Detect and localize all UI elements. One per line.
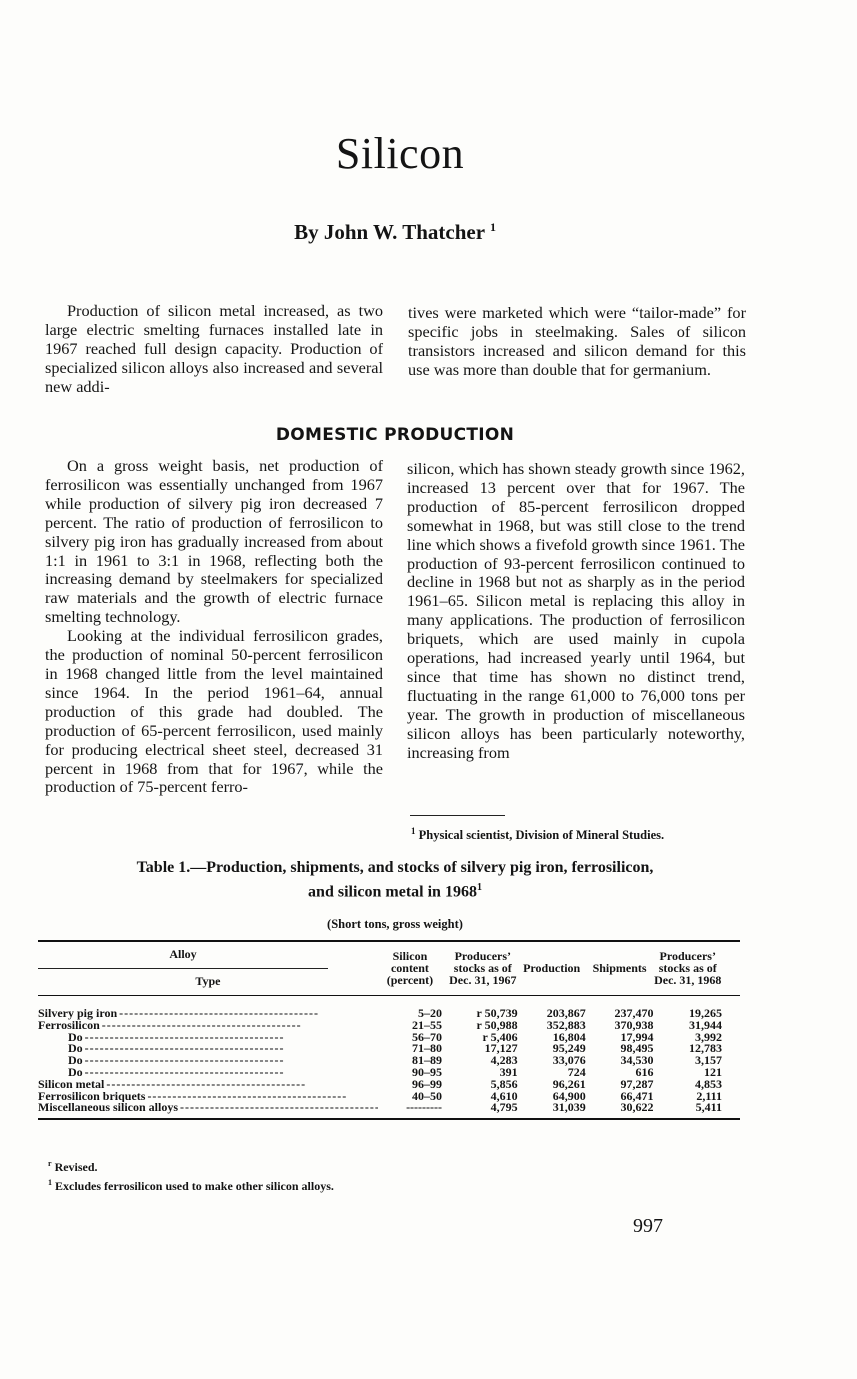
header-stocks-1968: Producers’ stocks as of Dec. 31, 1968 [654,948,722,987]
page-title: Silicon [335,129,465,178]
row-type: Do - - - [38,1043,378,1055]
row-stocks-1968: 3,157 [695,1053,722,1068]
row-silicon: 90–95 [412,1064,443,1079]
row-production: 203,867 [546,1006,586,1020]
row-shipments: 30,622 [620,1100,654,1115]
row-stocks-1968: 12,783 [689,1041,722,1056]
header-alloy-type [38,942,378,996]
row-stocks-1968: 2,111 [696,1088,722,1103]
row-type: Do - - - [38,1067,378,1079]
row-silicon: --------- [406,1100,443,1115]
row-stocks-1967: 4,610 [490,1088,518,1103]
intro-paragraph-continued: tives were marketed which were “tailor-made” for specific jobs in steelmaking. Sales of silicon transistors increased and silicon demand for this use was more than double that for germanium. [408,303,746,379]
row-stocks-1968: 19,265 [689,1006,722,1020]
section-heading: DOMESTIC PRODUCTION [275,425,515,445]
row-stocks-1968: 3,992 [695,1029,722,1044]
header-silicon-content: Silicon content (percent) [386,948,434,987]
domestic-right-column [407,460,745,763]
header-stocks-1967: Producers’ stocks as of Dec. 31, 1967 [449,948,517,987]
row-type: Silvery pig iron - - - [38,1008,378,1020]
row-shipments: 17,994 [620,1029,654,1044]
table-footnotes [48,1156,334,1194]
row-stocks-1967: r 50,988 [476,1017,518,1032]
row-type: Ferrosilicon - - - [38,1020,378,1032]
row-production: 724 [567,1064,586,1079]
domestic-paragraph-2: Looking at the individual ferrosilicon grades, the production of nominal 50-percent ferrosilicon in 1968 changed little from the level maintained since 1964. In the period 1961–64, annual production of this grade had doubled. The production of 65-percent ferrosilicon, used mainly for producing electrical sheet steel, decreased 31 percent in 1968 from that for 1967, while the production of 75-percent ferro- [45,626,383,797]
row-stocks-1967: 17,127 [484,1041,518,1056]
author-footnote-mark: 1 [411,826,416,836]
row-silicon: 81–89 [412,1053,443,1068]
header-production: Production [523,960,581,975]
row-stocks-1968: 31,944 [689,1017,722,1032]
author-name: By John W. Thatcher [294,220,485,244]
row-silicon: 21–55 [412,1017,443,1032]
row-shipments: 97,287 [620,1076,654,1091]
author-footnote-text: Physical scientist, Division of Mineral Studies. [418,828,665,843]
row-stocks-1968: 121 [704,1064,722,1079]
row-stocks-1967: 391 [499,1064,518,1079]
table-footnote: $^1$ Excludes ferrosilicon used to make other silicon alloys. [48,1178,334,1193]
row-stocks-1967: r 50,739 [476,1006,518,1020]
row-stocks-1967: r 5,406 [482,1029,518,1044]
row-shipments: 98,495 [620,1041,654,1056]
row-type: Silicon metal - - - [38,1079,378,1091]
row-shipments: 370,938 [614,1017,654,1032]
row-stocks-1967: 5,856 [490,1076,518,1091]
header-type: Type [195,974,221,988]
intro-left-column [45,302,383,397]
table-row [38,1102,740,1114]
table-title-line-2: and silicon metal in 1968$^1$ [308,882,482,901]
production-table [38,940,740,1120]
row-shipments: 66,471 [620,1088,654,1103]
table-unit-note: (Short tons, gross weight) [327,917,463,931]
author-footnote [411,826,664,843]
row-stocks-1967: 4,795 [490,1100,518,1115]
row-production: 33,076 [552,1053,586,1068]
row-silicon: 71–80 [412,1041,443,1056]
header-shipments: Shipments [592,960,647,975]
footnote-divider [410,815,505,816]
row-production: 31,039 [552,1100,586,1115]
row-production: 64,900 [552,1088,586,1103]
page-number: 997 [633,1215,663,1237]
domestic-paragraph-continued: silicon, which has shown steady growth since 1962, increased 13 percent over that for 1967. The production of 85-percent ferrosilicon dropped somewhat in 1968, but was still close to the trend line which shows a fivefold growth since 1961. The production of 93-percent ferrosilicon continued to decline in 1968 but not as sharply as in the period 1961–65. Silicon metal is replacing this alloy in many applications. The production of ferrosilicon briquets, which are used mainly in cupola operations, had increased yearly until 1964, but since that time has shown no distinct trend, fluctuating in the range 61,000 to 76,000 tons per year. The growth in production of miscellaneous silicon alloys has been particularly noteworthy, increasing from [407,459,745,762]
intro-right-column [408,304,746,380]
row-shipments: 237,470 [614,1006,654,1020]
row-silicon: 56–70 [412,1029,443,1044]
table-footnote: $^r$ Revised. [48,1159,98,1174]
row-production: 16,804 [552,1029,586,1044]
row-type: Miscellaneous silicon alloys - - - [38,1102,378,1114]
row-silicon: 96–99 [412,1076,443,1091]
row-silicon: 40–50 [412,1088,443,1103]
row-production: 96,261 [552,1076,586,1091]
intro-paragraph: Production of silicon metal increased, as two large electric smelting furnaces installed late in 1967 reached full design capacity. Production of specialized silicon alloys also increased and several new addi- [45,301,383,396]
domestic-paragraph-1: On a gross weight basis, net production of ferrosilicon was essentially unchanged from 1967 while production of silvery pig iron decreased 7 percent. The ratio of production of ferrosilicon to silvery pig iron has gradually increased from about 1:1 in 1961 to 3:1 in 1968, reflecting both the increasing demand by steelmakers for specialized raw materials and the growth of electric furnace smelting technology. [45,456,383,627]
row-type: Do - - - [38,1055,378,1067]
row-stocks-1968: 4,853 [695,1076,722,1091]
header-alloy: Alloy [38,948,328,969]
domestic-left-column [45,457,383,797]
row-production: 352,883 [546,1017,586,1032]
row-silicon: 5–20 [418,1006,443,1020]
row-shipments: 34,530 [620,1053,654,1068]
row-type: Ferrosilicon briquets - - - [38,1091,378,1103]
row-production: 95,249 [552,1041,586,1056]
table-title [0,858,790,902]
row-stocks-1968: 5,411 [695,1100,722,1115]
table-title-footnote-mark: 1 [476,882,482,893]
byline [0,220,790,245]
row-stocks-1967: 4,283 [490,1053,518,1068]
row-type: Do - - - [38,1032,378,1044]
author-footnote-mark: 1 [489,220,496,234]
table-header-row [38,942,740,996]
row-shipments: 616 [635,1064,654,1079]
table-title-line-1: Table 1.—Production, shipments, and stocks of silvery pig iron, ferrosilicon, [136,859,654,876]
